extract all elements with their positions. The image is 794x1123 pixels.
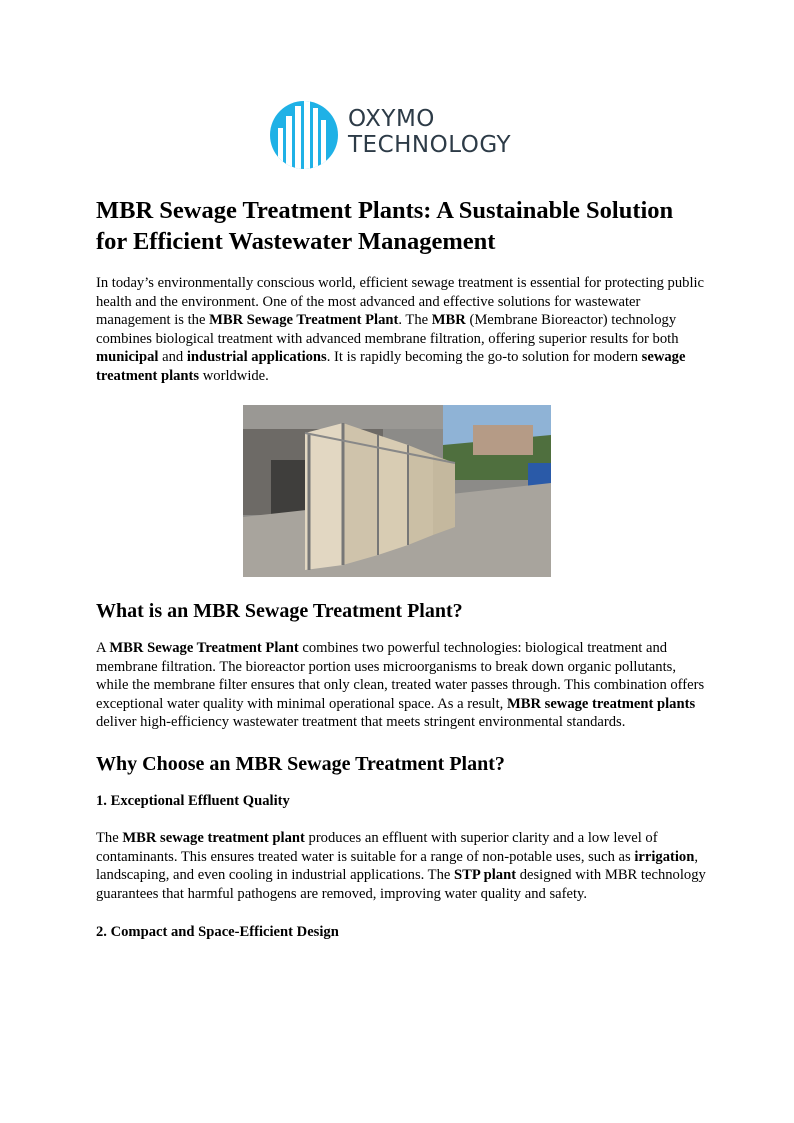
article-title: MBR Sewage Treatment Plants: A Sustainable Solution for Efficient Wastewater Management [96,197,674,255]
what-is-paragraph: A MBR Sewage Treatment Plant combines two powerful technologies: biological treatment and membrane filtration. The bioreactor portion uses microorganisms to break down organic pollutants, while the membrane filter ensures that only clean, treated water passes through. This combination offers exceptional water quality with minimal operational space. As a result, MBR sewage treatment plants deliver high-efficiency wastewater treatment that meets stringent environmental standards. [96,640,705,730]
subheading-compact-design: 2. Compact and Space-Efficient Design [96,924,339,940]
mbr-plant-photo [243,405,551,577]
subheading-effluent-quality: 1. Exceptional Effluent Quality [96,792,290,809]
logo-line-1: OXYMO [348,106,435,132]
logo-wordmark [348,106,511,158]
effluent-quality-paragraph: The MBR sewage treatment plant produces an effluent with superior clarity and a low level of contaminants. This ensures treated water is suitable for a range of non-potable uses, such as irrigation, landscaping, and even cooling in industrial applications. The STP plant designed with MBR technology guarantees that harmful pathogens are removed, improving water quality and safety. [96,830,706,902]
section-heading-why-choose: Why Choose an MBR Sewage Treatment Plant? [96,752,505,775]
article [96,195,706,961]
company-logo [268,98,528,170]
intro-paragraph: In today’s environmentally conscious world, efficient sewage treatment is essential for protecting public health and the environment. One of the most advanced and effective solutions for wastewater management is the MBR Sewage Treatment Plant. The MBR (Membrane Bioreactor) technology combines biological treatment with advanced membrane filtration, offering superior results for both municipal and industrial applications. It is rapidly becoming the go-to solution for modern sewage treatment plants worldwide. [96,275,705,384]
logo-line-2: TECHNOLOGY [348,132,512,158]
section-heading-what-is: What is an MBR Sewage Treatment Plant? [96,600,463,622]
building-circle-icon [268,98,344,170]
